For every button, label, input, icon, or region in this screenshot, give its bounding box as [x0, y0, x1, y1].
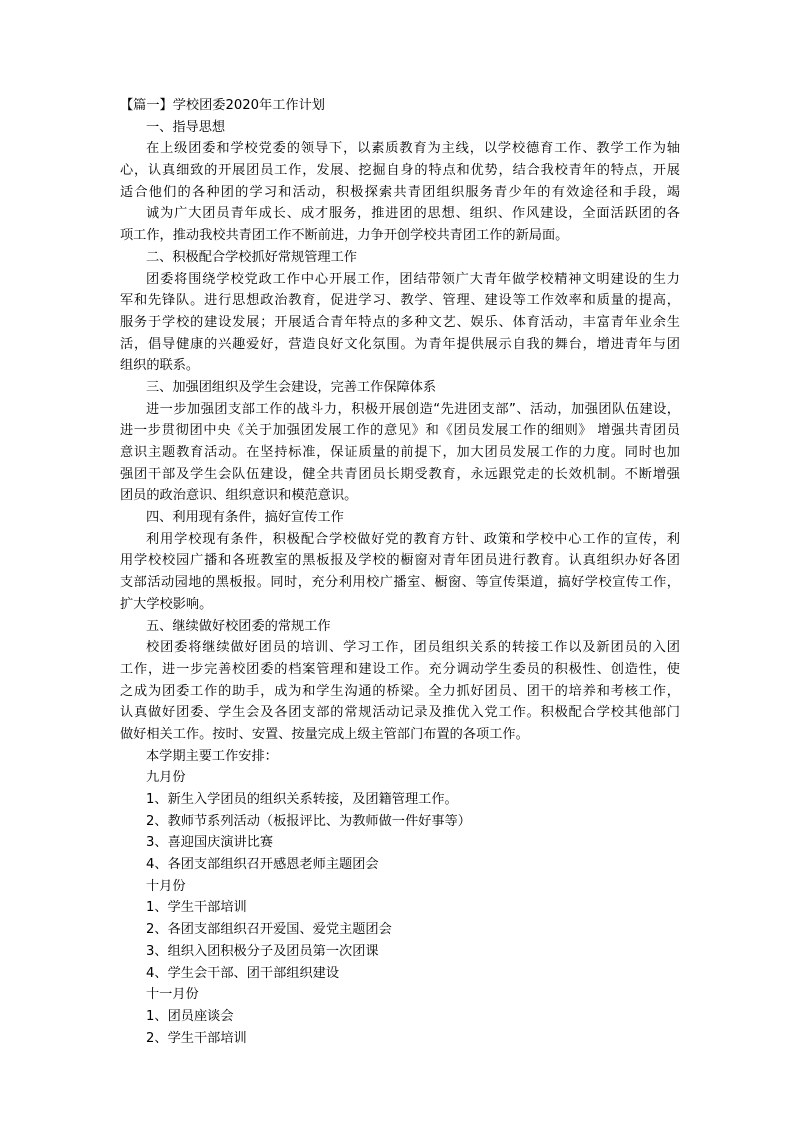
text-line: 本学期主要工作安排：: [146, 748, 278, 764]
text-line: 组织的联系。: [120, 358, 200, 374]
text-line: 用学校校园广播和各班教室的黑板报及学校的橱窗对青年团员进行教育。认真组织办好各团: [120, 553, 680, 569]
text-line: 意识主题教育活动。在坚持标准，保证质量的前提下，加大团员发展工作的力度。同时也加: [120, 445, 680, 460]
text-line: 3、组织入团积极分子及团员第一次团课: [146, 943, 379, 959]
text-line: 九月份: [146, 770, 186, 786]
document-body: [120, 117, 680, 1050]
text-line: 军和先锋队。进行思想政治教育，促进学习、教学、管理、建设等工作效率和质量的提高，: [120, 293, 680, 309]
text-line: 活，倡导健康的兴趣爱好，营造良好文化氛围。为青年提供展示自我的舞台，增进青年与团: [120, 336, 680, 352]
text-line: 认真做好团委、学生会及各团支部的常规活动记录及推优入党工作。积极配合学校其他部门: [120, 705, 680, 721]
text-line: 1、新生入学团员的组织关系转接，及团籍管理工作。: [146, 792, 458, 807]
text-line: 在上级团委和学校党委的领导下，以素质教育为主线，以学校德育工作、教学工作为轴: [146, 141, 680, 157]
text-line: 进一步贯彻团中央《关于加强团发展工作的意见》和《团员发展工作的细则》 增强共青团员: [120, 423, 680, 439]
text-line: 二、积极配合学校抓好常规管理工作: [146, 249, 357, 265]
text-line: 心，认真细致的开展团员工作，发展、挖掘自身的特点和优势，结合我校青年的特点，开展: [120, 163, 680, 179]
text-line: 适合他们的各种团的学习和活动，积极探索共青团组织服务青少年的有效途径和手段，竭: [120, 184, 680, 200]
text-line: 1、学生干部培训: [146, 900, 247, 916]
text-line: 十月份: [146, 878, 186, 894]
text-line: 校团委将继续做好团员的培训、学习工作，团员组织关系的转接工作以及新团员的入团: [146, 640, 680, 656]
text-line: 3、喜迎国庆演讲比赛: [146, 835, 274, 851]
text-line: 十一月份: [146, 987, 199, 1003]
text-line: 之成为团委工作的助手，成为和学生沟通的桥梁。全力抓好团员、团干的培养和考核工作，: [120, 683, 680, 699]
text-line: 一、指导思想: [146, 119, 226, 135]
text-line: 五、继续做好校团委的常规工作: [146, 618, 331, 634]
text-line: 4、各团支部组织召开感恩老师主题团会: [146, 857, 379, 873]
text-line: 四、利用现有条件，搞好宣传工作: [146, 510, 344, 526]
text-line: 服务于学校的建设发展；开展适合青年特点的多种文艺、娱乐、体育活动，丰富青年业余生: [120, 314, 680, 330]
text-line: 2、各团支部组织召开爱国、爱党主题团会: [146, 922, 392, 938]
text-line: 工作，进一步完善校团委的档案管理和建设工作。充分调动学生委员的积极性、创造性，使: [120, 661, 680, 677]
text-line: 2、教师节系列活动（板报评比、为教师做一件好事等）: [146, 813, 471, 829]
text-line: 4、学生会干部、团干部组织建设: [146, 965, 340, 981]
text-line: 支部活动园地的黑板报。同时，充分利用校广播室、橱窗、等宣传渠道，搞好学校宣传工作，: [120, 575, 680, 591]
text-line: 团员的政治意识、组织意识和模范意识。: [120, 488, 358, 504]
text-line: 扩大学校影响。: [120, 596, 213, 612]
text-line: 三、加强团组织及学生会建设，完善工作保障体系: [146, 379, 437, 395]
document-title: 【篇一】学校团委2020年工作计划: [120, 98, 325, 113]
text-line: 诚为广大团员青年成长、成才服务，推进团的思想、组织、作风建设，全面活跃团的各: [146, 206, 680, 222]
text-line: 进一步加强团支部工作的战斗力，积极开展创造“先进团支部”、活动，加强团队伍建设，: [146, 401, 680, 417]
text-line: 2、学生干部培训: [146, 1030, 247, 1046]
text-line: 强团干部及学生会队伍建设，健全共青团员长期受教育，永远跟党走的长效机制。不断增强: [120, 466, 680, 482]
text-line: 做好相关工作。按时、安置、按量完成上级主管部门布置的各项工作。: [120, 726, 529, 742]
text-line: 1、团员座谈会: [146, 1008, 234, 1024]
text-line: 团委将围绕学校党政工作中心开展工作，团结带领广大青年做学校精神文明建设的生力: [146, 271, 680, 287]
text-line: 项工作，推动我校共青团工作不断前进，力争开创学校共青团工作的新局面。: [120, 228, 569, 244]
text-line: 利用学校现有条件，积极配合学校做好党的教育方针、政策和学校中心工作的宣传，利: [146, 531, 680, 547]
